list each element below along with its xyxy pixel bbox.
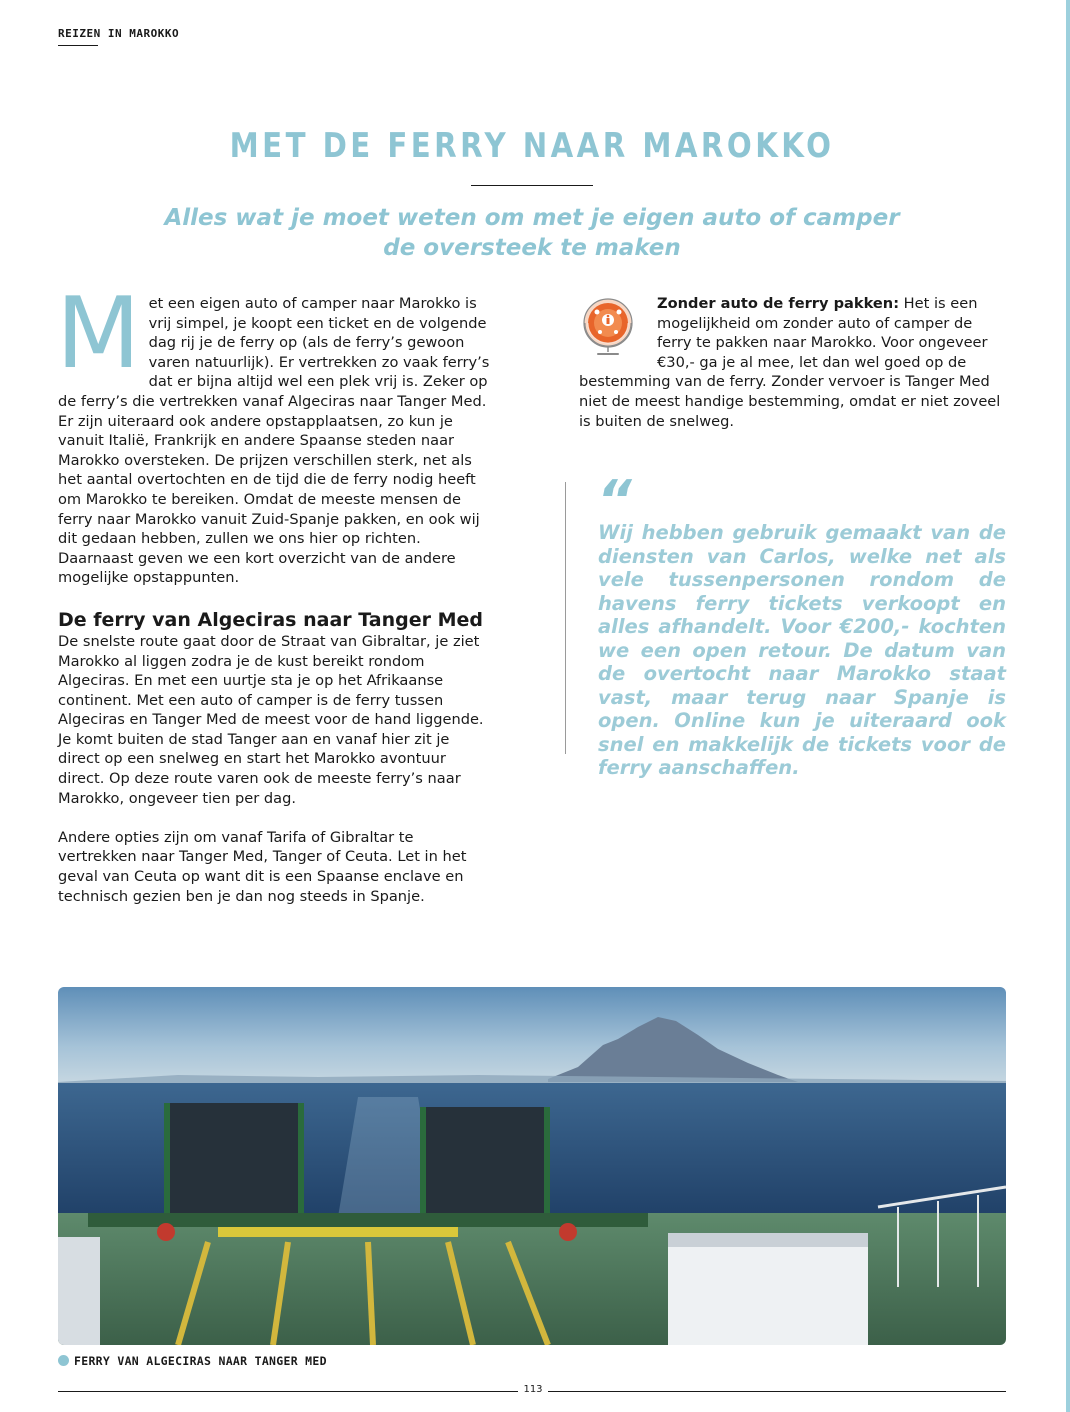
left-column [56,277,490,906]
tip-heading: Zonder auto de ferry pakken: [657,295,900,312]
article-subtitle: Alles wat je moet weten om met je eigen auto of camper de oversteek te maken [164,205,900,261]
pull-quote: Wij hebben gebruik gemaakt van de diensten van Carlos, welke net als vele tussenpersonen rondom de havens ferry tickets verkoopt en alles afhandelt. Voor €200,- kochten we een open retour. De datum van de overtocht naar Marokko staat vast, maar terug naar Spanje is open. Online kun je uiteraard ook snel en makkelijk de tickets voor de ferry aanschaffen. [598,521,1006,779]
footer-rule-right [548,1391,1006,1392]
drop-cap: M [56,277,141,391]
title-divider [471,185,593,186]
section-paragraph: De snelste route gaat door de Straat van Gibraltar, je ziet Marokko al liggen zodra je de kust bereikt rondom Algeciras. En met een uurtje sta je op het Afrikaanse continent. Met een auto of camper is de ferry tussen Algeciras en Tanger Med de meest voor de hand liggende. Je komt buiten de stad Tanger aan en vanaf hier zit je direct op een snelweg en start het Marokko avontuur direct. Op deze route varen ook de meeste ferry’s naar Marokko, ongeveer tien per dag. [58,632,484,807]
section-label-underline [58,45,98,46]
right-column [579,294,1011,431]
section-paragraph-2: Andere opties zijn om vanaf Tarifa of Gibraltar te vertrekken naar Tanger Med, Tanger of Ceuta. Let in het geval van Ceuta op want dit is een Spaanse enclave en technisch gezien ben je dan nog steeds in Spanje. [58,828,467,905]
section-heading: De ferry van Algeciras naar Tanger Med [58,608,483,631]
tip-text: Het is een mogelijkheid om zonder auto of camper de ferry te pakken naar Marokko. Voor ongeveer €30,- ga je al mee, let dan wel goed op de bestemming van de ferry. Zonder vervoer is Tanger Med niet de meest handige bestemming, omdat er niet zoveel is buiten de snelweg. [579,295,1001,430]
photo-caption [58,1354,327,1368]
footer-rule-left [58,1391,518,1392]
quote-mark-icon: “ [597,469,632,532]
article-title: MET DE FERRY NAAR MAROKKO [229,126,835,166]
ferry-photo [58,987,1006,1345]
section-label: REIZEN IN MAROKKO [58,27,180,40]
caption-bullet-icon [58,1355,69,1366]
caption-text: FERRY VAN ALGECIRAS NAAR TANGER MED [74,1354,327,1368]
paragraph-gap [58,808,490,828]
intro-paragraph: et een eigen auto of camper naar Marokko is vrij simpel, je koopt een ticket en de volgende dag rij je de ferry op (als de ferry’s gewoon varen natuurlijk). Er vertrekken zo vaak ferry’s dat er bijna altijd wel een plek vrij is. Zeker op de ferry’s die vertrekken vanaf Algeciras naar Tanger Med. Er zijn uiteraard ook andere opstapplaatsen, zo kun je vanuit Italië, Frankrijk en andere Spaanse steden naar Marokko oversteken. De prijzen verschillen sterk, net als het aantal overtochten en de tijd die de ferry nodig heeft om Marokko te bereiken. Omdat de meeste mensen de ferry naar Marokko vanuit Zuid-Spanje pakken, en ook wij dit gedaan hebben, zullen we ons hier op richten. Daarnaast geven we een kort overzicht van de andere mogelijke opstappunten. [58,295,490,587]
globe-info-icon [579,296,641,358]
page-edge-stripe [1066,0,1070,1412]
quote-border [565,482,566,754]
page-number: 113 [523,1384,543,1395]
